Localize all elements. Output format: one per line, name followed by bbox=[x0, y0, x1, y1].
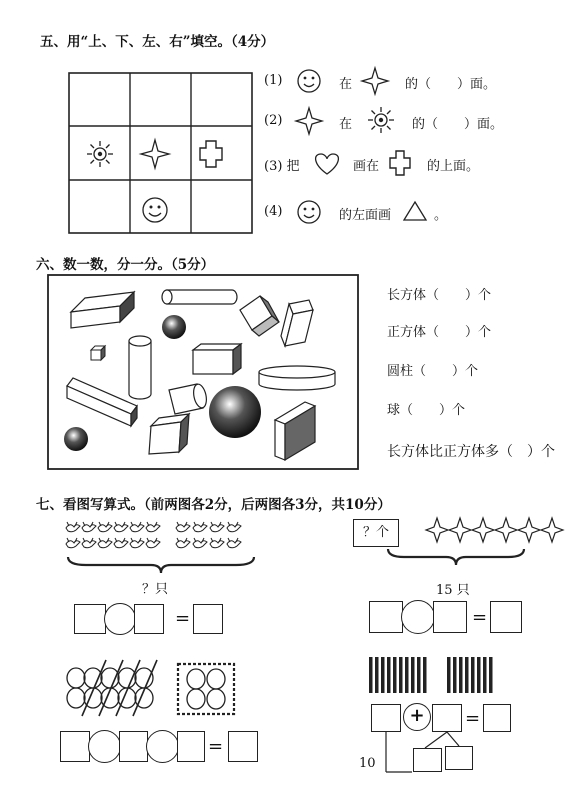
p4-operator-circle bbox=[403, 703, 431, 731]
p2-operator-circle[interactable] bbox=[401, 600, 435, 634]
p3-box-3[interactable] bbox=[177, 731, 205, 762]
oval-groups bbox=[60, 660, 260, 720]
star-icon bbox=[449, 518, 471, 542]
bird-icon bbox=[98, 522, 112, 532]
q4-number: (4) bbox=[264, 204, 283, 219]
p2-question-box bbox=[353, 519, 399, 547]
star-icon bbox=[361, 67, 389, 95]
p2-answer-box[interactable] bbox=[490, 601, 522, 633]
p4-split-box-1[interactable] bbox=[413, 748, 442, 772]
heart-icon bbox=[313, 152, 341, 176]
bird-icon bbox=[82, 538, 96, 548]
p4-box-1[interactable] bbox=[371, 704, 401, 732]
oval bbox=[207, 669, 225, 689]
count-cuboid[interactable]: 长方体（ ）个 bbox=[387, 288, 492, 303]
bird-icon bbox=[114, 538, 128, 548]
sun-icon bbox=[85, 139, 115, 169]
stick bbox=[369, 657, 373, 693]
q1-number: (1) bbox=[264, 73, 283, 88]
p1-box-1[interactable] bbox=[74, 604, 106, 634]
section-5-title: 五、用“上、下、左、右”填空。（4分） bbox=[40, 34, 275, 50]
p1-equals: = bbox=[175, 608, 191, 629]
p1-question-label: ？只 bbox=[142, 582, 169, 597]
bird-icon bbox=[66, 538, 80, 548]
stick bbox=[489, 657, 493, 693]
bird-icon bbox=[193, 538, 207, 548]
bird-icon bbox=[176, 538, 190, 548]
cross-icon bbox=[388, 149, 412, 177]
count-difference[interactable]: 长方体比正方体多（ ）个 bbox=[387, 444, 555, 460]
stick bbox=[381, 657, 385, 693]
stick bbox=[411, 657, 415, 693]
oval bbox=[135, 668, 153, 688]
stick bbox=[399, 657, 403, 693]
p1-answer-box[interactable] bbox=[193, 604, 223, 634]
stick bbox=[465, 657, 469, 693]
oval bbox=[101, 668, 119, 688]
q3-tail: 的上面。 bbox=[427, 159, 480, 174]
stick bbox=[477, 657, 481, 693]
bird-icon bbox=[146, 522, 160, 532]
q4-end: 。 bbox=[434, 208, 448, 223]
bird-icon bbox=[227, 538, 241, 548]
sun-icon bbox=[366, 105, 396, 135]
oval bbox=[84, 668, 102, 688]
stick bbox=[459, 657, 463, 693]
section-7-title: 七、看图写算式。（前两图各2分，后两图各3分，共10分） bbox=[36, 497, 391, 513]
p3-box-2[interactable] bbox=[119, 731, 148, 762]
bird-icon bbox=[146, 538, 160, 548]
stick bbox=[423, 657, 427, 693]
star-icon bbox=[541, 518, 563, 542]
bird-icon bbox=[66, 522, 80, 532]
star-icon bbox=[426, 518, 448, 542]
brace bbox=[66, 555, 256, 575]
oval bbox=[67, 688, 85, 708]
q1-mid: 在 bbox=[339, 77, 353, 92]
triangle-icon bbox=[402, 200, 428, 222]
count-cylinder[interactable]: 圆柱（ ）个 bbox=[387, 364, 479, 379]
oval bbox=[207, 689, 225, 709]
p4-ten-label: 10 bbox=[359, 756, 376, 771]
stick bbox=[471, 657, 475, 693]
stick bbox=[447, 657, 451, 693]
p3-answer-box[interactable] bbox=[228, 731, 258, 762]
q4-tail: 的左面画 bbox=[339, 208, 392, 223]
smiley-icon bbox=[140, 195, 170, 225]
bird-icon bbox=[193, 522, 207, 532]
shapes-picture bbox=[47, 274, 387, 474]
p1-box-2[interactable] bbox=[134, 604, 164, 634]
star-icon bbox=[495, 518, 517, 542]
q1-answer[interactable]: 的（ ）面。 bbox=[405, 77, 497, 92]
brace bbox=[386, 547, 526, 567]
bird-group bbox=[66, 518, 256, 558]
p4-split-box-2[interactable] bbox=[445, 746, 473, 770]
star-icon bbox=[518, 518, 540, 542]
q2-answer[interactable]: 的（ ）面。 bbox=[412, 117, 504, 132]
count-cube[interactable]: 正方体（ ）个 bbox=[387, 325, 492, 340]
p1-operator-circle[interactable] bbox=[104, 603, 136, 635]
p2-equals: = bbox=[472, 607, 488, 628]
bird-icon bbox=[210, 522, 224, 532]
p3-equals: = bbox=[208, 736, 224, 757]
bird-icon bbox=[114, 522, 128, 532]
stick bbox=[417, 657, 421, 693]
star-icon bbox=[140, 139, 170, 169]
oval bbox=[187, 669, 205, 689]
p3-box-1[interactable] bbox=[60, 731, 90, 762]
q3-mid: 画在 bbox=[353, 159, 380, 174]
stick bbox=[405, 657, 409, 693]
p4-equals: = bbox=[465, 708, 481, 729]
dotted-box bbox=[178, 664, 234, 714]
p2-total-label: 15 只 bbox=[436, 583, 470, 598]
p2-box-1[interactable] bbox=[369, 601, 403, 633]
smiley-icon bbox=[295, 67, 323, 95]
count-sphere[interactable]: 球（ ）个 bbox=[387, 403, 466, 418]
p2-box-2[interactable] bbox=[433, 601, 467, 633]
stick bbox=[453, 657, 457, 693]
stick-bundles bbox=[367, 655, 527, 695]
bird-icon bbox=[176, 522, 190, 532]
stick bbox=[483, 657, 487, 693]
p3-operator-circle-2[interactable] bbox=[146, 730, 179, 763]
star-icon bbox=[295, 107, 323, 135]
bird-icon bbox=[130, 522, 144, 532]
stick bbox=[393, 657, 397, 693]
q2-mid: 在 bbox=[339, 117, 353, 132]
q2-number: (2) bbox=[264, 113, 283, 128]
q3-number: (3) 把 bbox=[264, 159, 300, 174]
stick bbox=[387, 657, 391, 693]
plus-sign: + bbox=[409, 705, 425, 726]
p4-box-2[interactable] bbox=[432, 704, 462, 732]
star-row bbox=[425, 515, 575, 545]
p4-answer-box[interactable] bbox=[483, 704, 511, 732]
bird-icon bbox=[130, 538, 144, 548]
smiley-icon bbox=[295, 198, 323, 226]
stick bbox=[375, 657, 379, 693]
bird-icon bbox=[210, 538, 224, 548]
p3-operator-circle-1[interactable] bbox=[88, 730, 121, 763]
oval bbox=[187, 689, 205, 709]
oval bbox=[67, 668, 85, 688]
oval bbox=[118, 668, 136, 688]
bird-icon bbox=[98, 538, 112, 548]
section-6-title: 六、数一数，分一分。（5分） bbox=[36, 257, 215, 273]
cross-icon bbox=[198, 139, 224, 169]
bird-icon bbox=[82, 522, 96, 532]
bird-icon bbox=[227, 522, 241, 532]
p2-question-text: ？个 bbox=[362, 525, 389, 540]
star-icon bbox=[472, 518, 494, 542]
